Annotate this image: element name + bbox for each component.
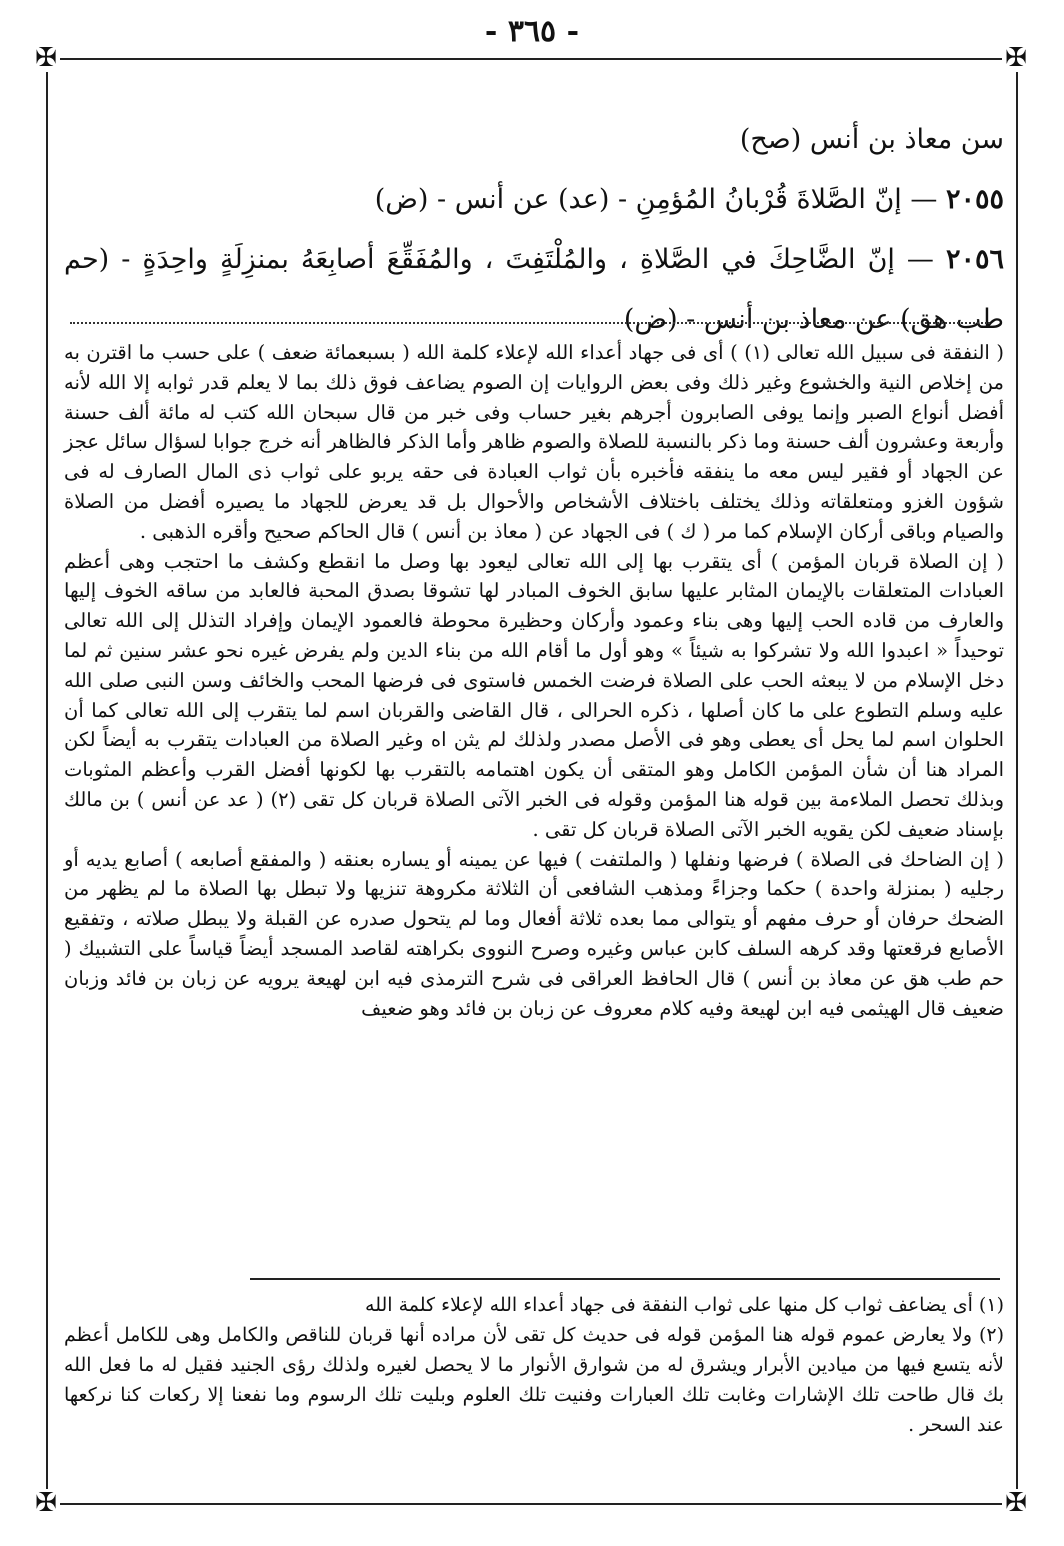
footnote-rule bbox=[250, 1278, 1000, 1280]
hadith-block bbox=[64, 110, 1004, 350]
hadith-number: ٢٠٥٥ bbox=[945, 184, 1004, 215]
corner-ornament-icon: ✠ bbox=[32, 1489, 60, 1517]
page-number: - ٣٦٥ - bbox=[484, 14, 580, 49]
footnotes bbox=[64, 1290, 1004, 1440]
top-frame-rule bbox=[46, 58, 1016, 60]
hadith-text: — إنّ الضَّاحِكَ في الصَّلاةِ ، والمُلْتَفِتَ ، والمُفَقِّعَ أصابِعَهُ بمنزِلَةٍ واحِدَةٍ - (حم طب هق) عن معاذ بن أنس - (ض) bbox=[64, 244, 1004, 335]
hadith-2056 bbox=[64, 230, 1004, 350]
footnote: (١) أى يضاعف ثواب كل منها على ثواب النفقة فى جهاد أعداء الله لإعلاء كلمة الله bbox=[365, 1294, 1004, 1316]
footnote: (٢) ولا يعارض عموم قوله هنا المؤمن قوله فى حديث كل تقى لأن مراده أنها قربان للناقص والكامل وهى للكامل أعظم لأنه يتسع فيها من ميادين الأبرار ويشرق له من شوارق الأنوار ما لا يحصل لغيره ولذلك رؤى الجنيد فقيل له ما فعل الله بك قال طاحت تلك الإشارات وغابت تلك العبارات وفنيت تلك العلوم وبليت تلك الرسوم وما نفعنا إلا ركعات كنا نركعها عند السحر . bbox=[64, 1324, 1005, 1436]
dotted-separator bbox=[70, 322, 990, 324]
commentary-paragraph: ( النفقة فى سبيل الله تعالى (١) ) أى فى جهاد أعداء الله لإعلاء كلمة الله ( بسبعمائة ضعف ) على حسب ما اقترن به من إخلاص النية والخشوع وغير ذلك وفى بعض الروايات إن الصوم يضاعف فوق ذلك بما لا يعلم قدر ثوابه إلا الله لأنه أفضل أنواع الصبر وإنما يوفى الصابرون أجرهم بغير حساب وفى خبر من قال سبحان الله كتب له مائة ألف حسنة وأربعة وعشرون ألف حسنة وما ذكر بالنسبة للصلاة والصوم ظاهر وأما الذكر فالظاهر أنه خرج جوابا لسؤال سائل عجز عن الجهاد أو فقير ليس معه ما ينفقه فأخبره بأن ثواب العبادة فى حقه يربو على ثواب ذى المال الصارف له فى شؤون الغزو ومتعلقاته وذلك يختلف باختلاف الأشخاص والأحوال بل قد يعرض للجهاد ما يصيره أفضل من الصلاة والصيام وباقى أركان الإسلام كما مر ( ك ) فى الجهاد عن ( معاذ بن أنس ) قال الحاكم صحيح وأقره الذهبى . bbox=[64, 341, 1004, 543]
hadith-text: — إنّ الصَّلاةَ قُرْبانُ المُؤمِنِ - (عد) عن أنس - (ض) bbox=[374, 184, 938, 215]
corner-ornament-icon: ✠ bbox=[32, 44, 60, 72]
commentary-paragraph: ( إن الصلاة قربان المؤمن ) أى يتقرب بها إلى الله تعالى ليعود بها وصل ما انقطع وكشف ما احتجب وهى أعظم العبادات المتعلقات بالإيمان المثابر عليها سابق الخوف المبادر لها تشوقا بصدق المحبة فالعابد من ساقه الخوف إليها والعارف من قاده الحب إليها وهى بناء وعمود وأركان وحظيرة محوطة فالعمود الإيمان وإفراد التذلل إلى الله تعالى توحيداً « اعبدوا الله ولا تشركوا به شيئاً » وهو أول ما أقام الله من بناء الدين ولم يفرض غيره نحو عشر سنين ثم لما دخل الإسلام من لا يبعثه الحب على الصلاة فرضت الخمس فاستوى فى فرضها المحب والخائف وسن النبى صلى الله عليه وسلم التطوع على ما كان أصلها ، ذكره الحرالى ، قال القاضى والقربان اسم لما يتقرب إلى الله تعالى كما أن الحلوان اسم لما يحل أى يعطى وهو فى الأصل مصدر ولذلك لم يثن اه وغير الصلاة من العبادات يتقرب به أيضاً لكن المراد هنا أن شأن المؤمن الكامل وهو المتقى أن يكون اهتمامه بالتقرب بها لكونها أفضل القرب وأعظم المثوبات وبذلك تحصل الملاءمة بين قوله هنا المؤمن وقوله فى الخبر الآتى الصلاة قربان كل تقى (٢) ( عد عن أنس ) بن مالك بإسناد ضعيف لكن يقويه الخبر الآتى الصلاة قربان كل تقى . bbox=[64, 549, 1004, 841]
corner-ornament-icon: ✠ bbox=[1002, 1489, 1030, 1517]
commentary bbox=[64, 338, 1004, 1023]
hadith-2055 bbox=[64, 170, 1004, 230]
right-frame-rule bbox=[1016, 58, 1018, 1503]
left-frame-rule bbox=[46, 58, 48, 1503]
bottom-frame-rule bbox=[46, 1503, 1016, 1505]
hadith-number: ٢٠٥٦ bbox=[945, 244, 1004, 275]
corner-ornament-icon: ✠ bbox=[1002, 44, 1030, 72]
hadith-tail: سن معاذ بن أنس (صح) bbox=[739, 124, 1004, 155]
commentary-paragraph: ( إن الضاحك فى الصلاة ) فرضها ونفلها ( والملتفت ) فيها عن يمينه أو يساره بعنقه ( والمفقع أصابعه ) أصابع يديه أو رجليه ( بمنزلة واحدة ) حكما وجزاءً ومذهب الشافعى أن الثلاثة مكروهة تنزيها ولا تبطل بها الصلاة ما لم يظهر من الضحك حرفان أو حرف مفهم أو يتوالى مما بعده ثلاثة أفعال وما لم يتحول صدره عن القبلة ولا يبطل صلاته ، وتفقيع الأصابع فرقعتها وقد كرهه السلف كابن عباس وغيره وصرح النووى بكراهته لقاصد المسجد أيضاً قياساً على التشبيك ( حم طب هق عن معاذ بن أنس ) قال الحافظ العراقى فى شرح الترمذى فيه ابن لهيعة يرويه عن زبان بن فائد وزبان ضعيف قال الهيثمى فيه ابن لهيعة وفيه كلام معروف عن زبان بن فائد وهو ضعيف bbox=[64, 847, 1004, 1020]
